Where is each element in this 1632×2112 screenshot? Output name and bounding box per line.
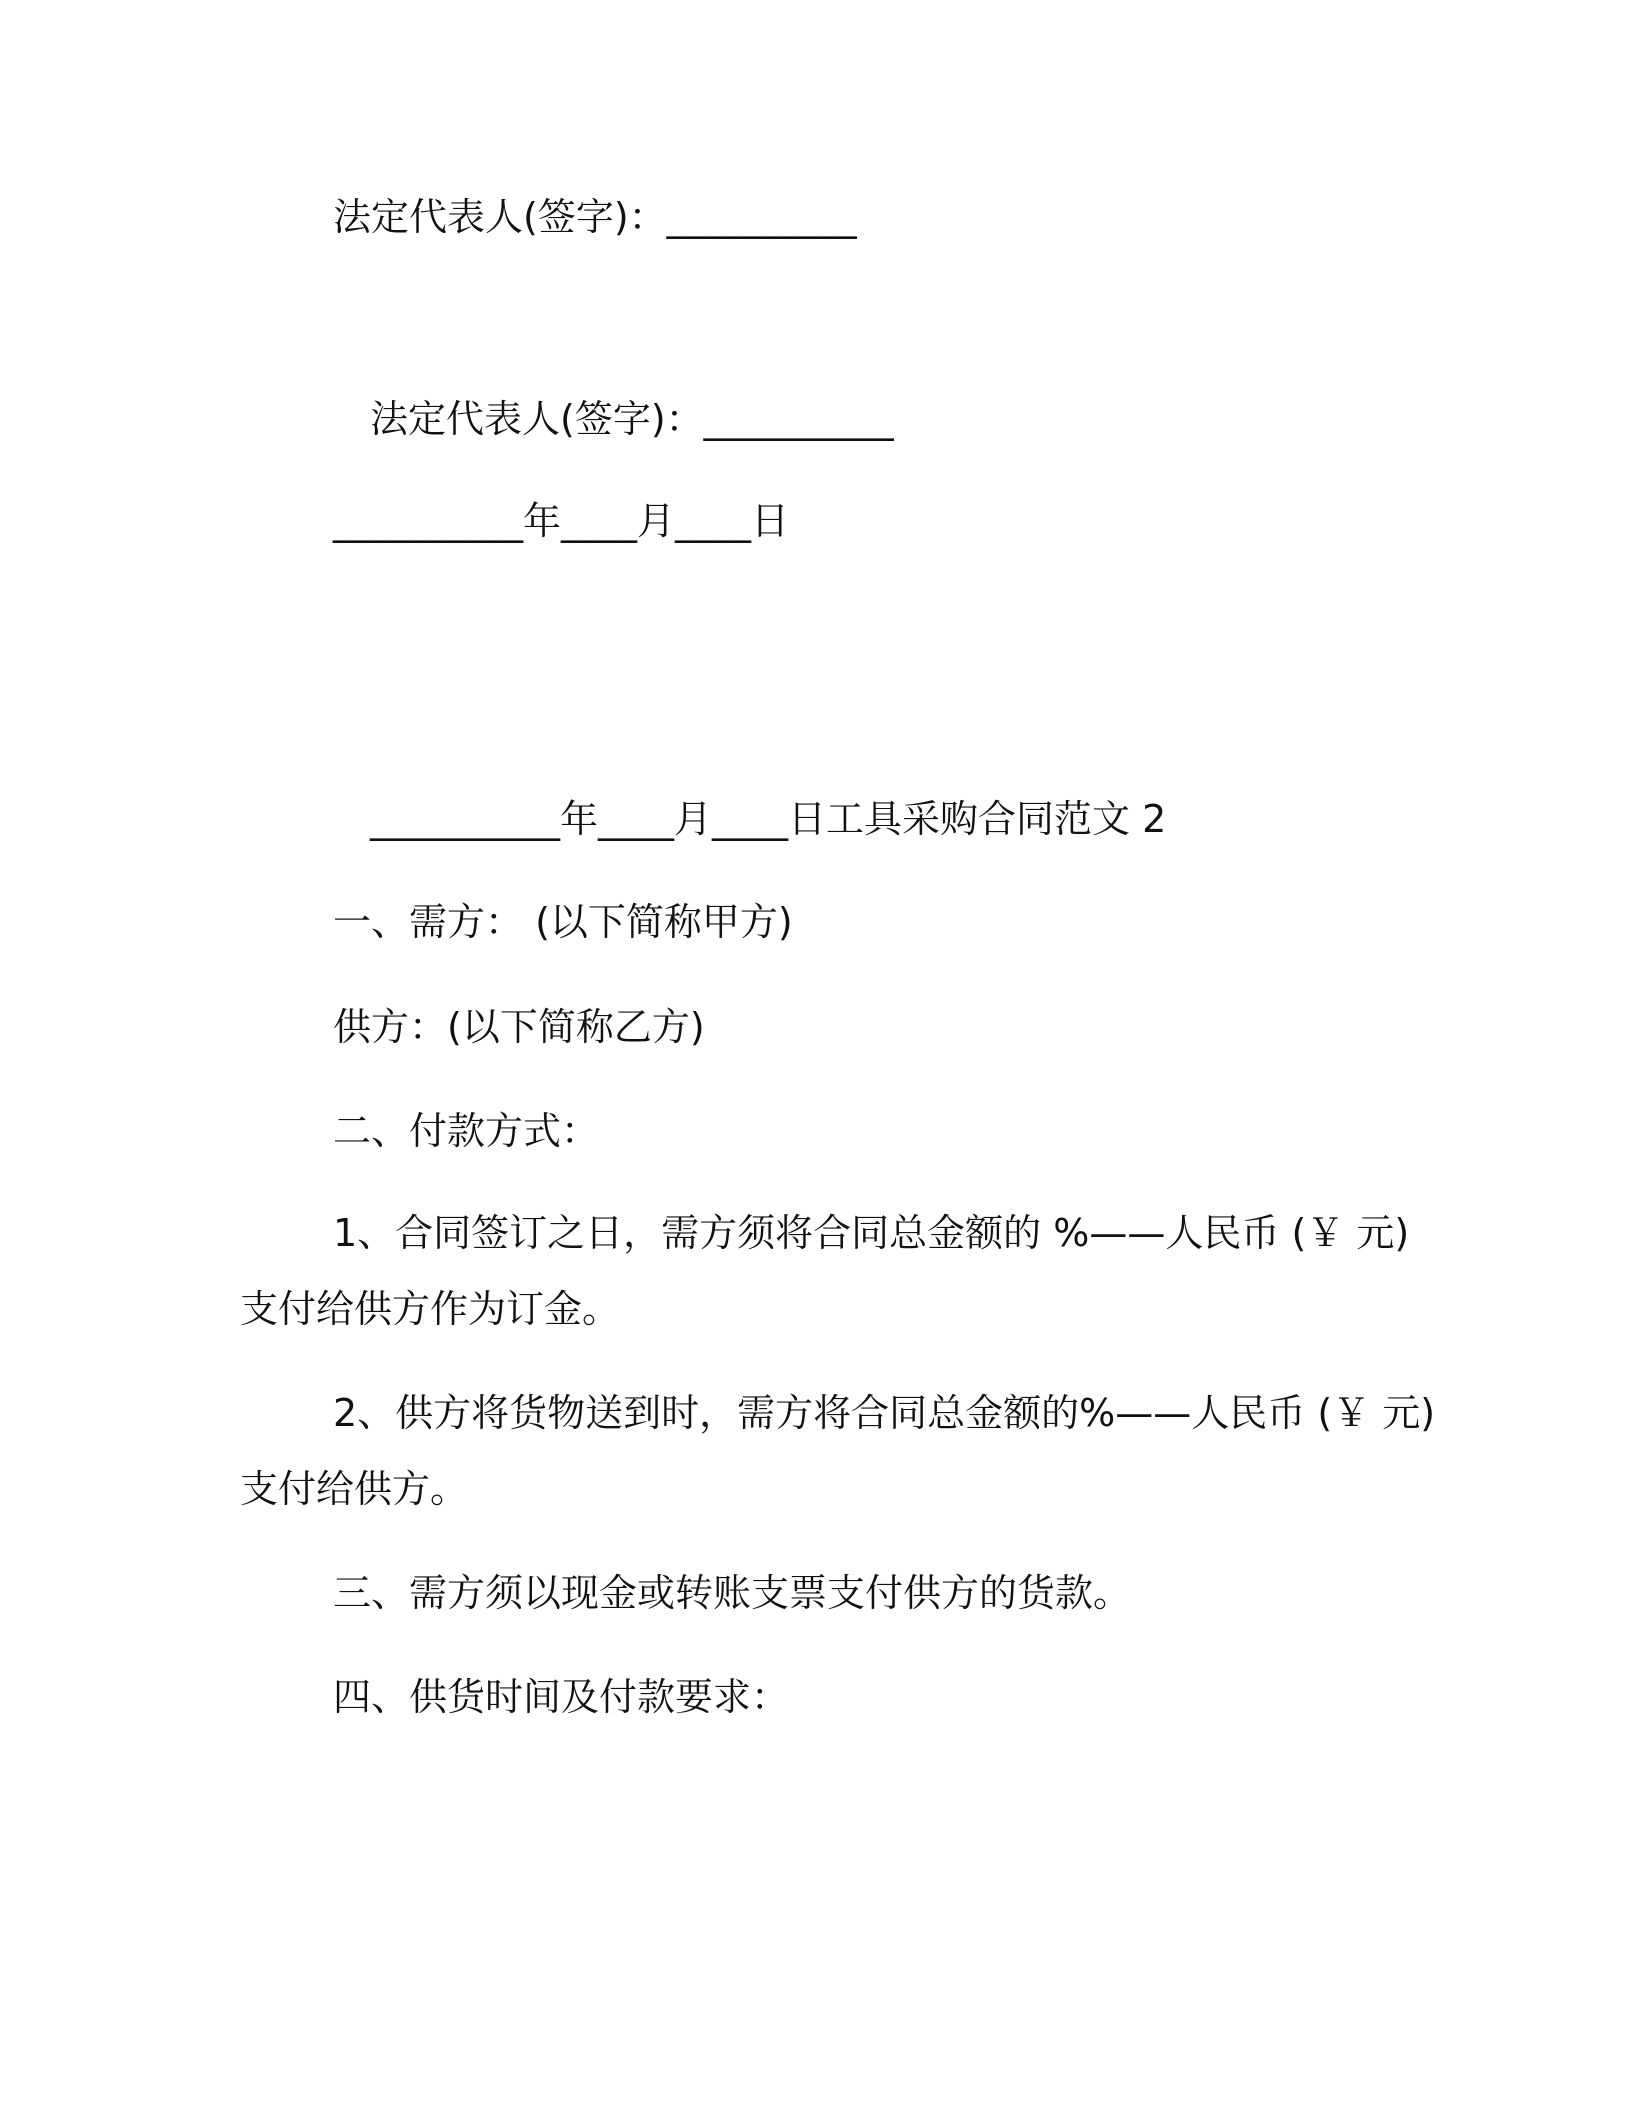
date-line: __________年____月____日 (333, 499, 790, 543)
payment-item-1-line-2: 支付给供方作为订金。 (240, 1287, 621, 1331)
party-demand: 一、需方： (以下简称甲方) (333, 900, 793, 944)
section-three: 三、需方须以现金或转账支票支付供方的货款。 (333, 1571, 1132, 1615)
section-four-heading: 四、供货时间及付款要求： (333, 1675, 790, 1719)
payment-item-2-line-1: 2、供方将货物送到时，需方将合同总金额的%——人民币 (￥ 元) (333, 1391, 1436, 1435)
payment-item-1-line-1: 1、合同签订之日，需方须将合同总金额的 %——人民币 (￥ 元) (333, 1211, 1410, 1255)
payment-item-2-line-2: 支付给供方。 (240, 1467, 469, 1511)
section-payment-method-heading: 二、付款方式： (333, 1109, 600, 1153)
party-supply: 供方：(以下简称乙方) (333, 1005, 705, 1049)
signature-line-second: 法定代表人(签字)：__________ (370, 397, 894, 441)
contract-title: __________年____月____日工具采购合同范文 2 (370, 797, 1167, 841)
signature-line-first: 法定代表人(签字)：__________ (333, 195, 857, 239)
